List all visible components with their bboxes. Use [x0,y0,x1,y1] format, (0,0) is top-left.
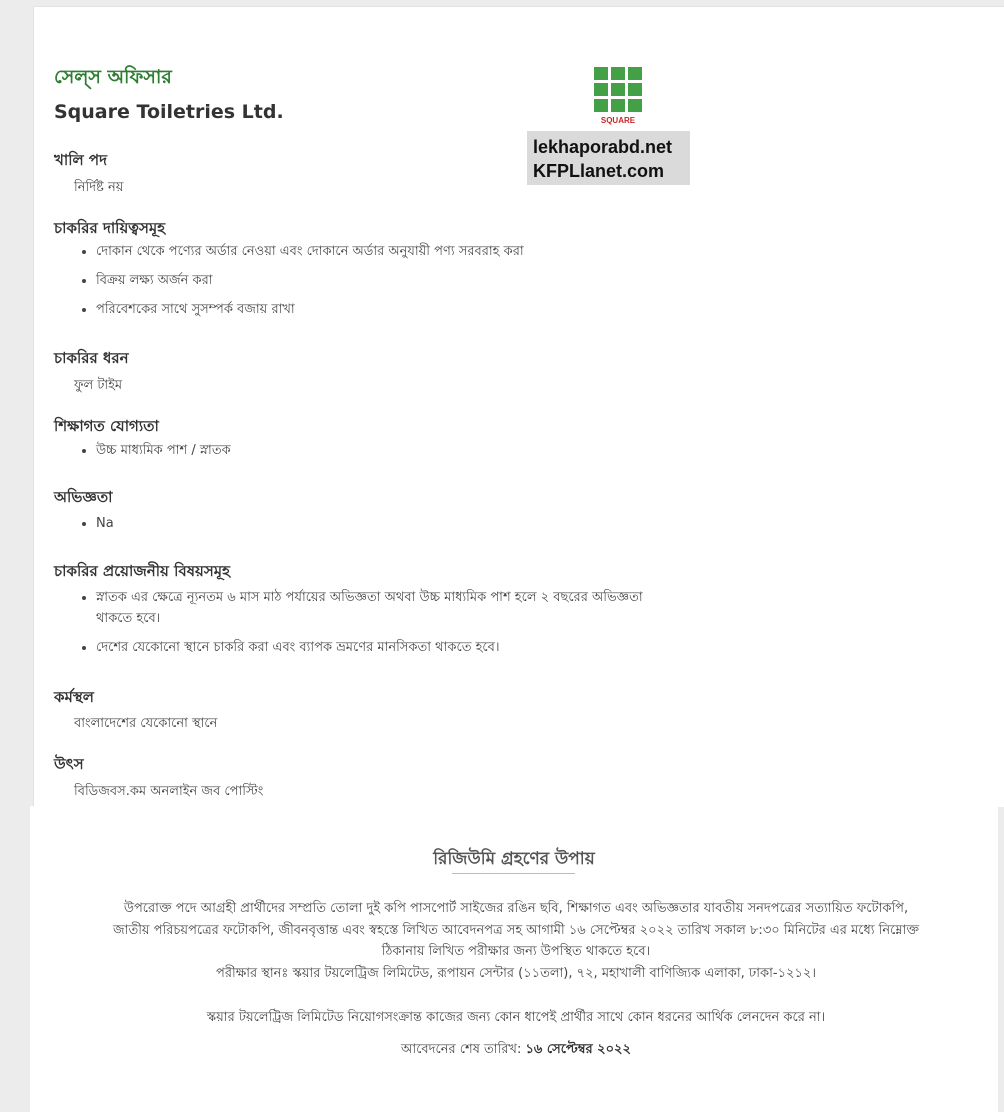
education-list [74,440,231,469]
logo-text: SQUARE [600,116,636,125]
list-item: • পরিবেশকের সাথে সুসম্পর্ক বজায় রাখা [96,299,524,320]
resume-section [30,806,998,1112]
square-logo-icon [594,67,642,125]
requirements-list [74,587,656,666]
deadline [46,1040,986,1061]
exam-place: পরীক্ষার স্থানঃ স্কয়ার টয়লেট্রিজ লিমিটেড, রূপায়ন সেন্টার (১১তলা), ৭২, মহাখালী বাণিজ্যিক এলাকা, ঢাকা-১২১২। [216,965,816,981]
job-title: সেল্‌স অফিসার [54,66,172,88]
watermark-line-2: KFPLlanet.com [533,161,665,181]
watermark [527,131,690,185]
list-item: • দোকান থেকে পণ্যের অর্ডার নেওয়া এবং দোকানে অর্ডার অনুযায়ী পণ্য সরবরাহ করা [96,241,524,262]
experience-heading: অভিজ্ঞতা [54,488,113,506]
job-type-value: ফুল টাইম [74,378,123,393]
resume-line-3: ঠিকানায় লিখিত পরীক্ষার জন্য উপস্থিত থাকতে হবে। [381,944,651,959]
vacancy-heading: খালি পদ [54,151,107,169]
list-item: • বিক্রয় লক্ষ্য অর্জন করা [96,270,524,291]
education-heading: শিক্ষাগত যোগ্যতা [54,417,159,435]
list-item: • স্নাতক এর ক্ষেত্রে ন্যূনতম ৬ মাস মাঠ পর্যায়ের অভিজ্ঞতা অথবা উচ্চ মাধ্যমিক পাশ হলে ২ বছরের অভিজ্ঞতা থাকতে হবে। [96,587,656,629]
title-underline [452,873,575,874]
location-heading: কর্মস্থল [54,688,94,706]
list-item: • দেশের যেকোনো স্থানে চাকরি করা এবং ব্যাপক ভ্রমণের মানসিকতা থাকতে হবে। [96,637,656,658]
watermark-line-1: lekhaporabd.net [533,137,673,157]
responsibilities-heading: চাকরির দায়িত্বসমূহ [54,219,166,237]
source-heading: উৎস [54,755,84,773]
company-name: Square Toiletries Ltd. [54,101,284,123]
resume-line-2: জাতীয় পরিচয়পত্রের ফটোকপি, জীবনবৃত্তান্ত এবং স্বহস্তে লিখিত আবেদনপত্র সহ আগামী ১৬ সেপ্টেম্বর ২০২২ তারিখ সকাল ৮:৩০ মিনিটের এর মধ্যে নিম্নোক্ত [113,922,919,938]
vacancy-value: নির্দিষ্ট নয় [74,180,124,195]
deadline-value: ১৬ সেপ্টেম্বর ২০২২ [525,1042,631,1057]
list-item: • Na [96,513,114,534]
job-type-heading: চাকরির ধরন [54,349,129,367]
requirements-heading: চাকরির প্রয়োজনীয় বিষয়সমূহ [54,562,230,580]
resume-title: রিজিউমি গ্রহণের উপায় [433,849,595,869]
location-value: বাংলাদেশের যেকোনো স্থানে [74,716,218,731]
job-card [33,6,1004,807]
experience-list [74,513,114,542]
resume-instructions [46,898,986,984]
payment-notice: স্কয়ার টয়লেট্রিজ লিমিটেড নিয়োগসংক্রান্ত কাজের জন্য কোন ধাপেই প্রার্থীর সাথে কোন ধরনের আর্থিক লেনদেন করে না। [206,1010,826,1025]
responsibilities-list [74,241,524,328]
list-item: • উচ্চ মাধ্যমিক পাশ / স্নাতক [96,440,231,461]
deadline-label: আবেদনের শেষ তারিখ: [401,1042,522,1057]
source-value: বিডিজবস.কম অনলাইন জব পোস্টিং [74,784,264,799]
resume-line-1: উপরোক্ত পদে আগ্রহী প্রার্থীদের সম্প্রতি তোলা দুই কপি পাসপোর্ট সাইজের রঙিন ছবি, শিক্ষাগত এবং অভিজ্ঞতার যাবতীয় সনদপত্রের সত্যায়িত ফটোকপি, [123,901,909,916]
